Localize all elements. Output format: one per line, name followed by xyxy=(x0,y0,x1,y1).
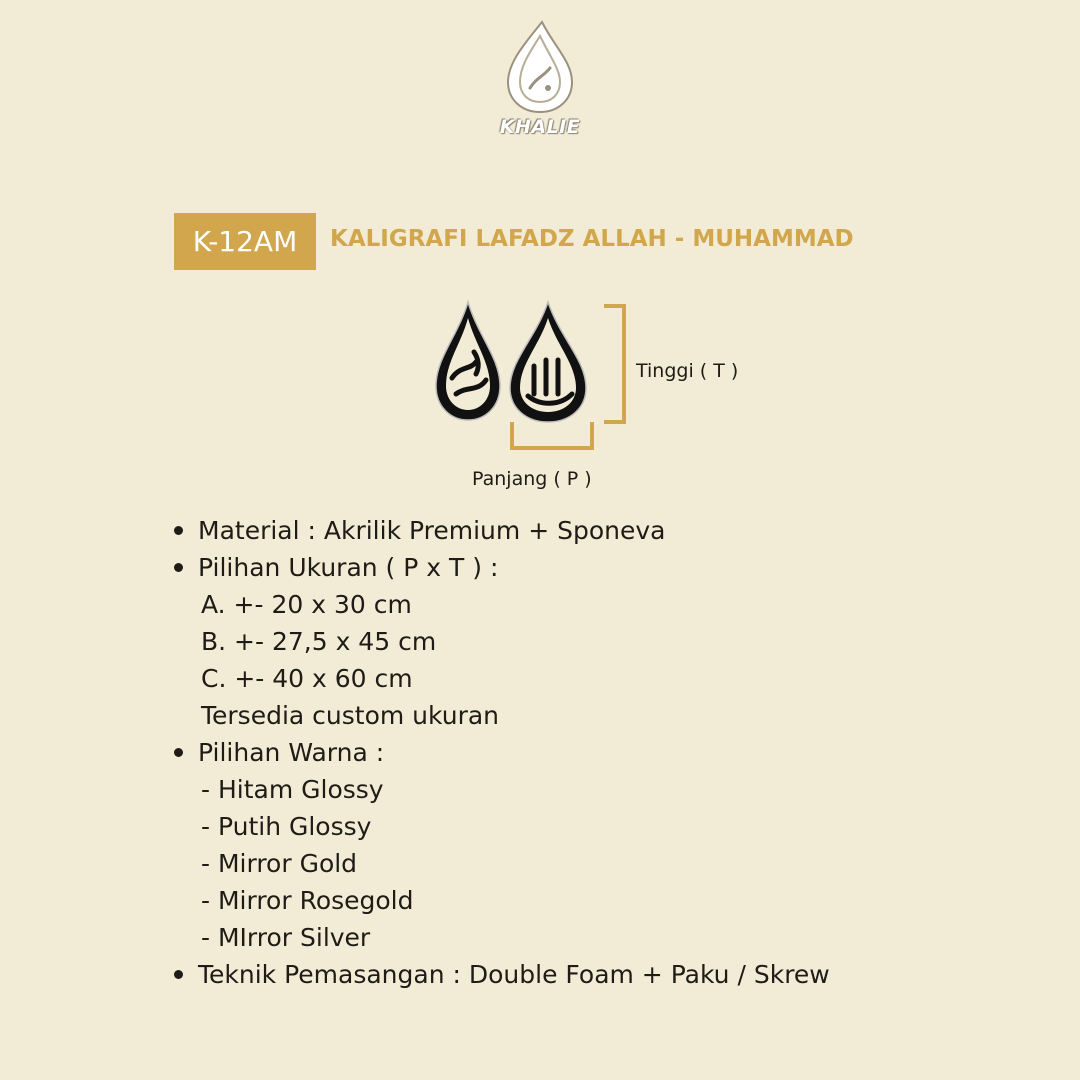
product-title: KALIGRAFI LAFADZ ALLAH - MUHAMMAD xyxy=(330,226,854,252)
spec-installation-text: Teknik Pemasangan : Double Foam + Paku / Skrew xyxy=(198,960,830,989)
color-option: - Mirror Rosegold xyxy=(201,886,414,915)
color-option: - Mirror Gold xyxy=(201,849,358,878)
spec-colors-heading xyxy=(170,734,830,771)
width-label: Panjang ( P ) xyxy=(472,468,592,490)
spec-material xyxy=(170,512,830,549)
bullet-icon xyxy=(174,526,183,535)
color-option: - Putih Glossy xyxy=(201,812,372,841)
spec-list xyxy=(170,512,830,993)
spec-material-text: Material : Akrilik Premium + Sponeva xyxy=(198,516,666,545)
color-option: - MIrror Silver xyxy=(201,923,371,952)
spec-sizes-heading-text: Pilihan Ukuran ( P x T ) : xyxy=(198,553,499,582)
bullet-icon xyxy=(174,563,183,572)
spec-sizes-heading xyxy=(170,549,830,586)
size-custom-note: Tersedia custom ukuran xyxy=(201,701,500,730)
spec-installation xyxy=(170,956,830,993)
size-option: B. +- 27,5 x 45 cm xyxy=(201,627,437,656)
size-option: C. +- 40 x 60 cm xyxy=(201,664,413,693)
bullet-icon xyxy=(174,748,183,757)
brand-wordmark: KHALIE xyxy=(499,116,581,138)
bullet-icon xyxy=(174,970,183,979)
calligraphy-drop-icon xyxy=(430,296,640,456)
spec-colors-heading-text: Pilihan Warna : xyxy=(198,738,385,767)
height-label: Tinggi ( T ) xyxy=(636,360,739,382)
size-option: A. +- 20 x 30 cm xyxy=(201,590,412,619)
brand-logo xyxy=(490,18,590,144)
product-code-badge: K-12AM xyxy=(174,213,316,270)
khalie-logo-icon xyxy=(490,18,590,118)
color-option: - Hitam Glossy xyxy=(201,775,384,804)
calligraphy-figure xyxy=(430,296,640,456)
